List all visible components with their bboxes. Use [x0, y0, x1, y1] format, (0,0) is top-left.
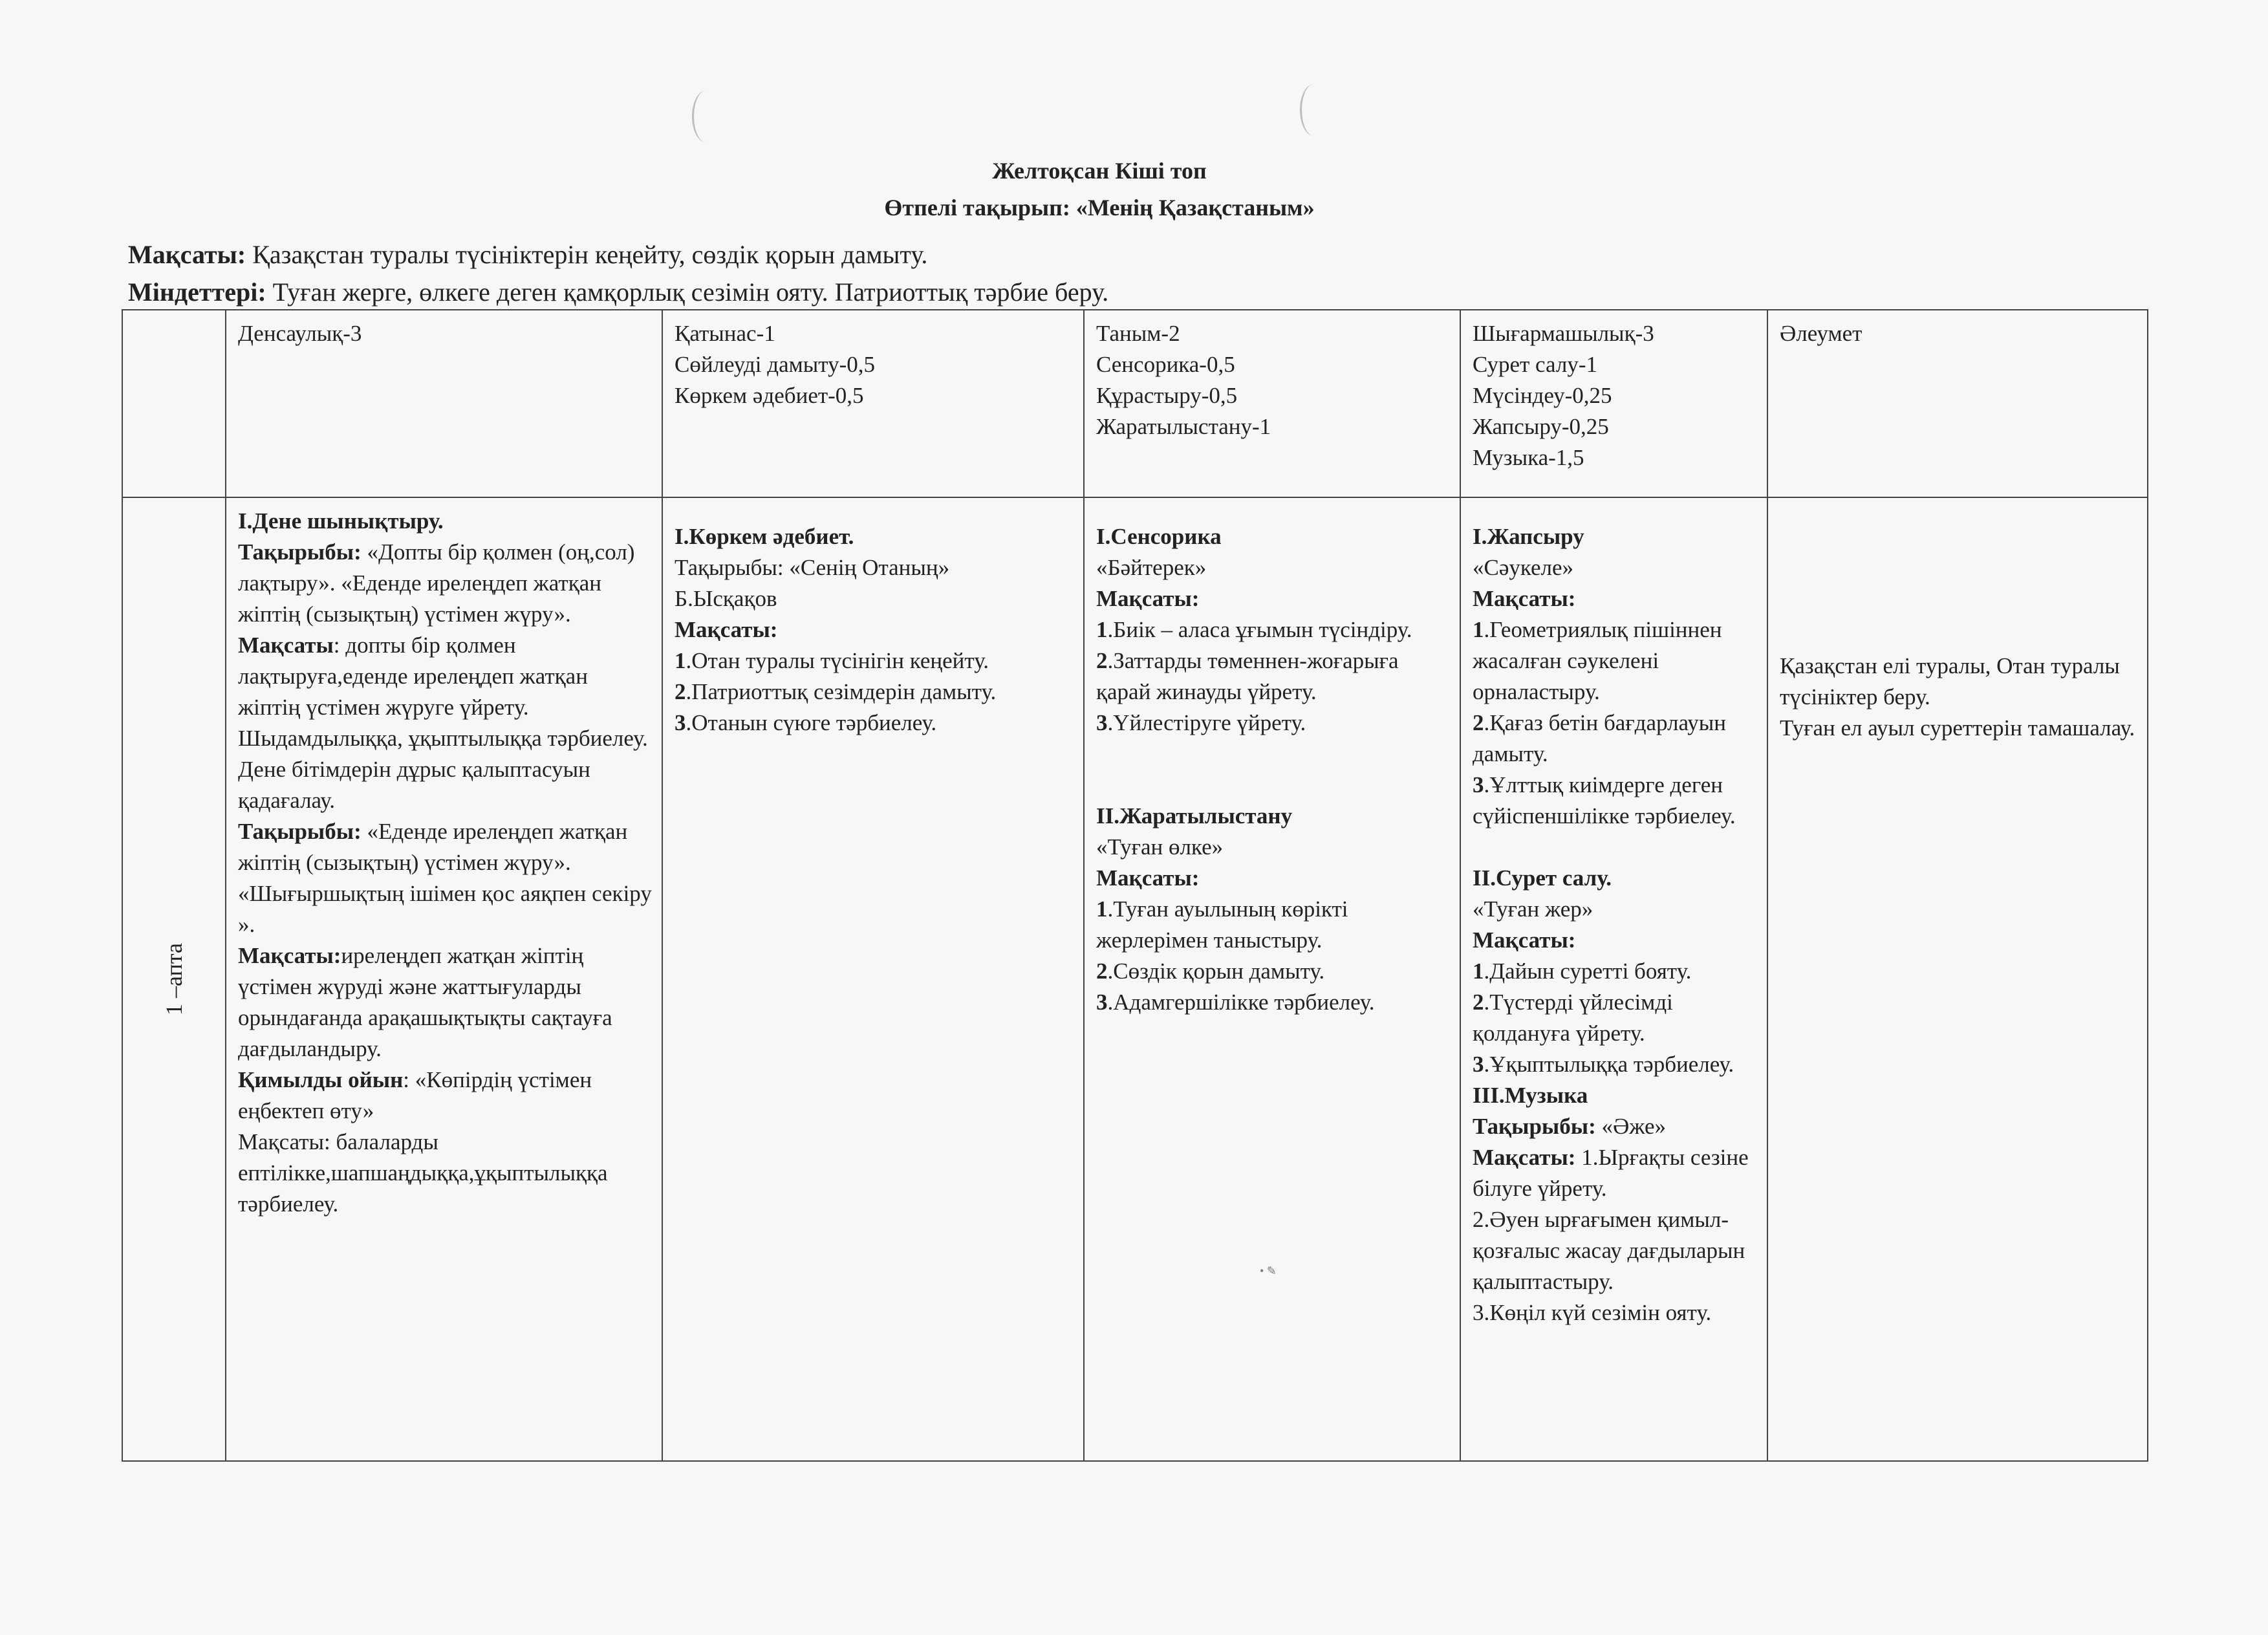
- header-line: Сөйлеуді дамыту-0,5: [675, 352, 876, 377]
- punch-hole-right-icon: [1300, 84, 1328, 136]
- tasks-line: [128, 277, 1108, 307]
- cell-communication: [662, 497, 1084, 1461]
- header-line: Сенсорика-0,5: [1096, 352, 1235, 377]
- paragraph-text: .Үйлестіруге үйрету.: [1107, 710, 1306, 735]
- header-line: Музыка-1,5: [1473, 445, 1584, 470]
- paragraph-text: .Отанын сүюге тәрбиелеу.: [686, 710, 937, 735]
- bold-label: 1: [1096, 896, 1108, 922]
- cognition-sensorics: [1096, 521, 1451, 739]
- cell-paragraph: [238, 630, 653, 816]
- header-line: Денсаулық-3: [238, 321, 362, 346]
- header-cell-health: [226, 310, 662, 497]
- header-line: Таным-2: [1096, 321, 1180, 346]
- cell-social: [1767, 497, 2148, 1461]
- cell-paragraph: [675, 583, 1074, 614]
- cell-paragraph: [675, 677, 1074, 708]
- bold-label: 1: [1473, 958, 1484, 984]
- bold-label: Мақсаты:: [1473, 927, 1576, 953]
- creative-applique: [1473, 521, 1758, 832]
- weekly-plan-table: [122, 309, 2148, 1462]
- cell-paragraph: [1096, 614, 1451, 645]
- paragraph-text: .Қағаз бетін бағдарлауын дамыту.: [1473, 710, 1727, 766]
- bold-label: 3: [1473, 772, 1484, 797]
- cell-paragraph: [1096, 894, 1451, 956]
- cell-paragraph: [1473, 863, 1758, 894]
- bold-label: 2: [1473, 990, 1484, 1015]
- paragraph-text: .Отан туралы түсінігін кеңейту.: [686, 648, 989, 673]
- header-cell-communication: [662, 310, 1084, 497]
- header-empty-cell: [122, 310, 226, 497]
- cell-cognition: [1084, 497, 1460, 1461]
- paragraph-text: : «Көпірдің үстімен еңбектеп өту»: [238, 1067, 592, 1123]
- cell-paragraph: [1473, 1142, 1758, 1204]
- cell-paragraph: [238, 816, 653, 940]
- paragraph-text: .Ұлттық киімдерге деген сүйіспеншілікке тәрбиелеу.: [1473, 772, 1736, 828]
- cell-paragraph: [1473, 614, 1758, 708]
- cell-paragraph: [1096, 708, 1451, 739]
- paragraph-text: .Дайын суретті бояту.: [1484, 958, 1692, 984]
- bold-label: 2: [1473, 710, 1484, 735]
- paragraph-text: 2.Әуен ырғағымен қимыл-қозғалыс жасау дағдыларын қалыптастыру.: [1473, 1207, 1745, 1294]
- bold-label: 2: [1096, 958, 1108, 984]
- cell-paragraph: [675, 552, 1074, 583]
- bold-label: Тақырыбы:: [1473, 1114, 1602, 1139]
- cell-paragraph: [1096, 987, 1451, 1018]
- paragraph-text: : допты бір қолмен лақтыруға,еденде ирелеңдеп жатқан жіптің үстімен жүруге үйрету. Шыдамдылыққа, ұқыптылыққа тәрбиелеу. Дене бітімдерін дұрыс қалыптасуын қадағалау.: [238, 633, 648, 813]
- bold-label: Мақсаты:: [238, 943, 341, 968]
- paragraph-text: «Туған жер»: [1473, 896, 1593, 922]
- cell-paragraph: [1096, 956, 1451, 987]
- social-content: [1780, 651, 2138, 744]
- bold-label: 3: [1473, 1052, 1484, 1077]
- cell-paragraph: [1473, 1080, 1758, 1111]
- punch-hole-left-icon: [692, 91, 720, 142]
- bold-label: 1: [1096, 617, 1108, 642]
- aim-label: Мақсаты:: [128, 240, 246, 269]
- paragraph-text: .Сөздік қорын дамыту.: [1107, 958, 1325, 984]
- cell-paragraph: [1473, 552, 1758, 583]
- cognition-nature: [1096, 801, 1451, 1018]
- week-cell: [122, 497, 226, 1461]
- header-lines: [1096, 318, 1451, 442]
- cell-paragraph: [1780, 651, 2138, 713]
- header-line: Құрастыру-0,5: [1096, 383, 1238, 408]
- bold-label: III.Музыка: [1473, 1083, 1588, 1108]
- cell-paragraph: [1473, 1297, 1758, 1328]
- header-cell-creativity: [1460, 310, 1767, 497]
- cell-paragraph: [1473, 1204, 1758, 1297]
- header-lines: [675, 318, 1074, 411]
- cell-paragraph: [1096, 801, 1451, 832]
- header-line: Қатынас-1: [675, 321, 775, 346]
- cell-paragraph: [1473, 521, 1758, 552]
- paragraph-text: .Заттарды төменнен-жоғарыға қарай жинауды үйрету.: [1096, 648, 1399, 704]
- paragraph-text: 1.Ырғақты сезіне білуге үйрету.: [1473, 1145, 1749, 1201]
- bold-label: Мақсаты:: [1096, 865, 1200, 891]
- cell-paragraph: [1096, 645, 1451, 708]
- bold-label: Тақырыбы:: [238, 819, 362, 844]
- tasks-label: Міндеттері:: [128, 277, 266, 307]
- bold-label: 1: [1473, 617, 1484, 642]
- cell-paragraph: [1096, 583, 1451, 614]
- paragraph-text: .Түстерді үйлесімді қолдануға үйрету.: [1473, 990, 1673, 1046]
- cell-paragraph: [238, 940, 653, 1065]
- bold-label: I.Көркем әдебиет.: [675, 524, 854, 549]
- cell-paragraph: [1473, 956, 1758, 987]
- bold-label: Мақсаты:: [675, 617, 778, 642]
- cell-paragraph: [1473, 708, 1758, 770]
- header-line: Әлеумет: [1780, 321, 1863, 346]
- table-header-row: [122, 310, 2148, 497]
- header-cell-cognition: [1084, 310, 1460, 497]
- header-lines: [238, 318, 653, 349]
- paragraph-text: «Допты бір қолмен (оң,сол) лақтыру». «Еденде ирелеңдеп жатқан жіптің (сызықтың) үстімен жүру».: [238, 539, 635, 627]
- header-lines: [1473, 318, 1758, 473]
- bold-label: 2: [1096, 648, 1108, 673]
- paragraph-text: Мақсаты: балаларды ептілікке,шапшаңдыққа,ұқыптылыққа тәрбиелеу.: [238, 1129, 608, 1217]
- bold-label: 2: [675, 679, 686, 704]
- cell-paragraph: [1473, 925, 1758, 956]
- spacer: [1473, 832, 1758, 863]
- header-line: Жаратылыстану-1: [1096, 414, 1271, 439]
- cell-paragraph: [238, 1127, 653, 1220]
- header-line: Көркем әдебиет-0,5: [675, 383, 864, 408]
- bold-label: I.Жапсыру: [1473, 524, 1584, 549]
- health-content: [238, 506, 653, 1220]
- bold-label: 1: [675, 648, 686, 673]
- communication-content: [675, 521, 1074, 739]
- paragraph-text: «Сәукеле»: [1473, 555, 1574, 580]
- cell-paragraph: [1473, 583, 1758, 614]
- cell-paragraph: [1096, 521, 1451, 552]
- bold-label: I.Сенсорика: [1096, 524, 1222, 549]
- bold-label: II.Жаратылыстану: [1096, 803, 1293, 828]
- week-label: 1 –апта: [161, 943, 187, 1015]
- aim-line: [128, 239, 927, 270]
- cell-paragraph: [1780, 713, 2138, 744]
- header-line: Шығармашылық-3: [1473, 321, 1654, 346]
- cell-health: [226, 497, 662, 1461]
- paragraph-text: «Бәйтерек»: [1096, 555, 1207, 580]
- bold-label: 3: [675, 710, 686, 735]
- header-lines: [1780, 318, 2138, 349]
- bold-label: Мақсаты:: [1473, 1145, 1582, 1170]
- bold-label: Қимылды ойын: [238, 1067, 404, 1092]
- cell-paragraph: [675, 645, 1074, 677]
- cell-paragraph: [1096, 552, 1451, 583]
- header-line: Жапсыру-0,25: [1473, 414, 1609, 439]
- paragraph-text: .Адамгершілікке тәрбиелеу.: [1107, 990, 1375, 1015]
- bold-label: 3: [1096, 710, 1108, 735]
- header-cell-social: [1767, 310, 2148, 497]
- bold-label: Мақсаты:: [1473, 586, 1576, 611]
- cell-paragraph: [238, 537, 653, 630]
- spacer: [1096, 739, 1451, 801]
- paragraph-text: «Еденде ирелеңдеп жатқан жіптің (сызықтың) үстімен жүру». «Шығыршықтың ішімен қос аяқпен секіру ».: [238, 819, 652, 937]
- paragraph-text: .Ұқыптылыққа тәрбиелеу.: [1484, 1052, 1734, 1077]
- header-line: Сурет салу-1: [1473, 352, 1597, 377]
- paragraph-text: Б.Ысқақов: [675, 586, 777, 611]
- cell-paragraph: [238, 1065, 653, 1127]
- aim-text: Қазақстан туралы түсініктерін кеңейту, сөздік қорын дамыту.: [252, 240, 928, 269]
- cell-paragraph: [1473, 1111, 1758, 1142]
- cell-paragraph: [1096, 863, 1451, 894]
- cell-paragraph: [1473, 894, 1758, 925]
- bold-label: Мақсаты: [238, 633, 334, 658]
- cell-paragraph: [1473, 770, 1758, 832]
- document-title: Желтоқсан Кіші топ: [992, 158, 1207, 184]
- cell-paragraph: [238, 506, 653, 537]
- cell-paragraph: [1096, 832, 1451, 863]
- paragraph-text: .Патриоттық сезімдерін дамыту.: [686, 679, 997, 704]
- cell-paragraph: [675, 708, 1074, 739]
- bold-label: 3: [1096, 990, 1108, 1015]
- tasks-text: Туған жерге, өлкеге деген қамқорлық сезімін ояту. Патриоттық тәрбие беру.: [272, 277, 1109, 307]
- header-line: Мүсіндеу-0,25: [1473, 383, 1612, 408]
- bold-label: Тақырыбы:: [238, 539, 362, 565]
- cell-paragraph: [675, 521, 1074, 552]
- cell-paragraph: [1473, 987, 1758, 1049]
- scan-speck-icon: • ✎: [1260, 1264, 1277, 1277]
- bold-label: Мақсаты:: [1096, 586, 1200, 611]
- cell-paragraph: [1473, 1049, 1758, 1080]
- paragraph-text: «Туған өлке»: [1096, 834, 1224, 860]
- paragraph-text: 3.Көңіл күй сезімін ояту.: [1473, 1300, 1712, 1325]
- bold-label: II.Сурет салу.: [1473, 865, 1612, 891]
- cell-creativity: [1460, 497, 1767, 1461]
- cell-paragraph: [675, 614, 1074, 645]
- paragraph-text: .Геометриялық пішіннен жасалған сәукелені орналастыру.: [1473, 617, 1722, 704]
- paragraph-text: ирелеңдеп жатқан жіптің үстімен жүруді және жаттығуларды орындағанда арақашықтықты сақтауға дағдыландыру.: [238, 943, 612, 1061]
- document-subtitle: Өтпелі тақырып: «Менің Қазақстаным»: [884, 195, 1315, 221]
- bold-label: I.Дене шынықтыру.: [238, 508, 444, 534]
- paragraph-text: .Туған ауылының көрікті жерлерімен таныстыру.: [1096, 896, 1348, 953]
- paragraph-text: Туған ел ауыл суреттерін тамашалау.: [1780, 715, 2135, 741]
- paragraph-text: Қазақстан елі туралы, Отан туралы түсініктер беру.: [1780, 653, 2120, 709]
- paragraph-text: Тақырыбы: «Сенің Отаның»: [675, 555, 950, 580]
- creative-drawing-music: [1473, 863, 1758, 1328]
- paragraph-text: «Әже»: [1601, 1114, 1667, 1139]
- table-row: [122, 497, 2148, 1461]
- paragraph-text: .Биік – аласа ұғымын түсіндіру.: [1107, 617, 1412, 642]
